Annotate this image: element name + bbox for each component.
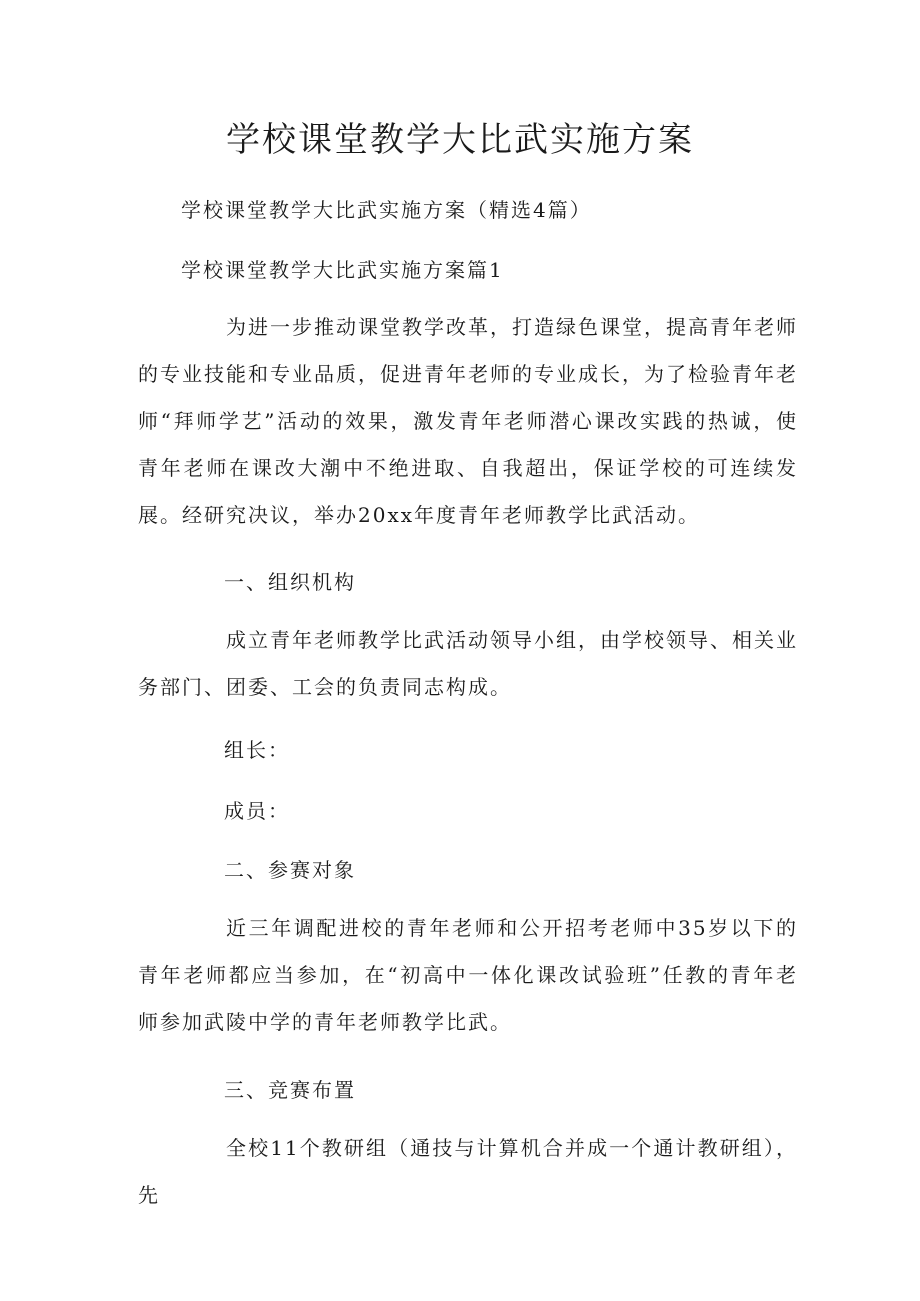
arrangement-paragraph: 全校11个教研组（通技与计算机合并成一个通计教研组），先 xyxy=(138,1136,798,1207)
members-line: 成员： xyxy=(224,799,290,823)
participants-paragraph: 近三年调配进校的青年老师和公开招考老师中35岁以下的青年老师都应当参加，在“初高中一体化课改试验班”任教的青年老师参加武陵中学的青年老师教学比武。 xyxy=(138,916,798,1034)
document-title: 学校课堂教学大比武实施方案 xyxy=(226,120,694,160)
heading-organization: 一、组织机构 xyxy=(224,570,356,594)
section-heading: 学校课堂教学大比武实施方案篇1 xyxy=(181,258,504,282)
leader-line: 组长： xyxy=(224,738,290,762)
document-subtitle: 学校课堂教学大比武实施方案（精选4篇） xyxy=(181,198,592,222)
intro-paragraph: 为进一步推动课堂教学改革，打造绿色课堂，提高青年老师的专业技能和专业品质，促进青年老师的专业成长，为了检验青年老师“拜师学艺”活动的效果，激发青年老师潜心课改实践的热诚，使青年老师在课改大潮中不绝进取、自我超出，保证学校的可连续发展。经研究决议，举办20xx年度青年老师教学比武活动。 xyxy=(138,315,798,527)
organization-paragraph: 成立青年老师教学比武活动领导小组，由学校领导、相关业务部门、团委、工会的负责同志构成。 xyxy=(138,628,798,699)
heading-participants: 二、参赛对象 xyxy=(224,858,356,882)
heading-arrangement: 三、竞赛布置 xyxy=(224,1078,356,1102)
